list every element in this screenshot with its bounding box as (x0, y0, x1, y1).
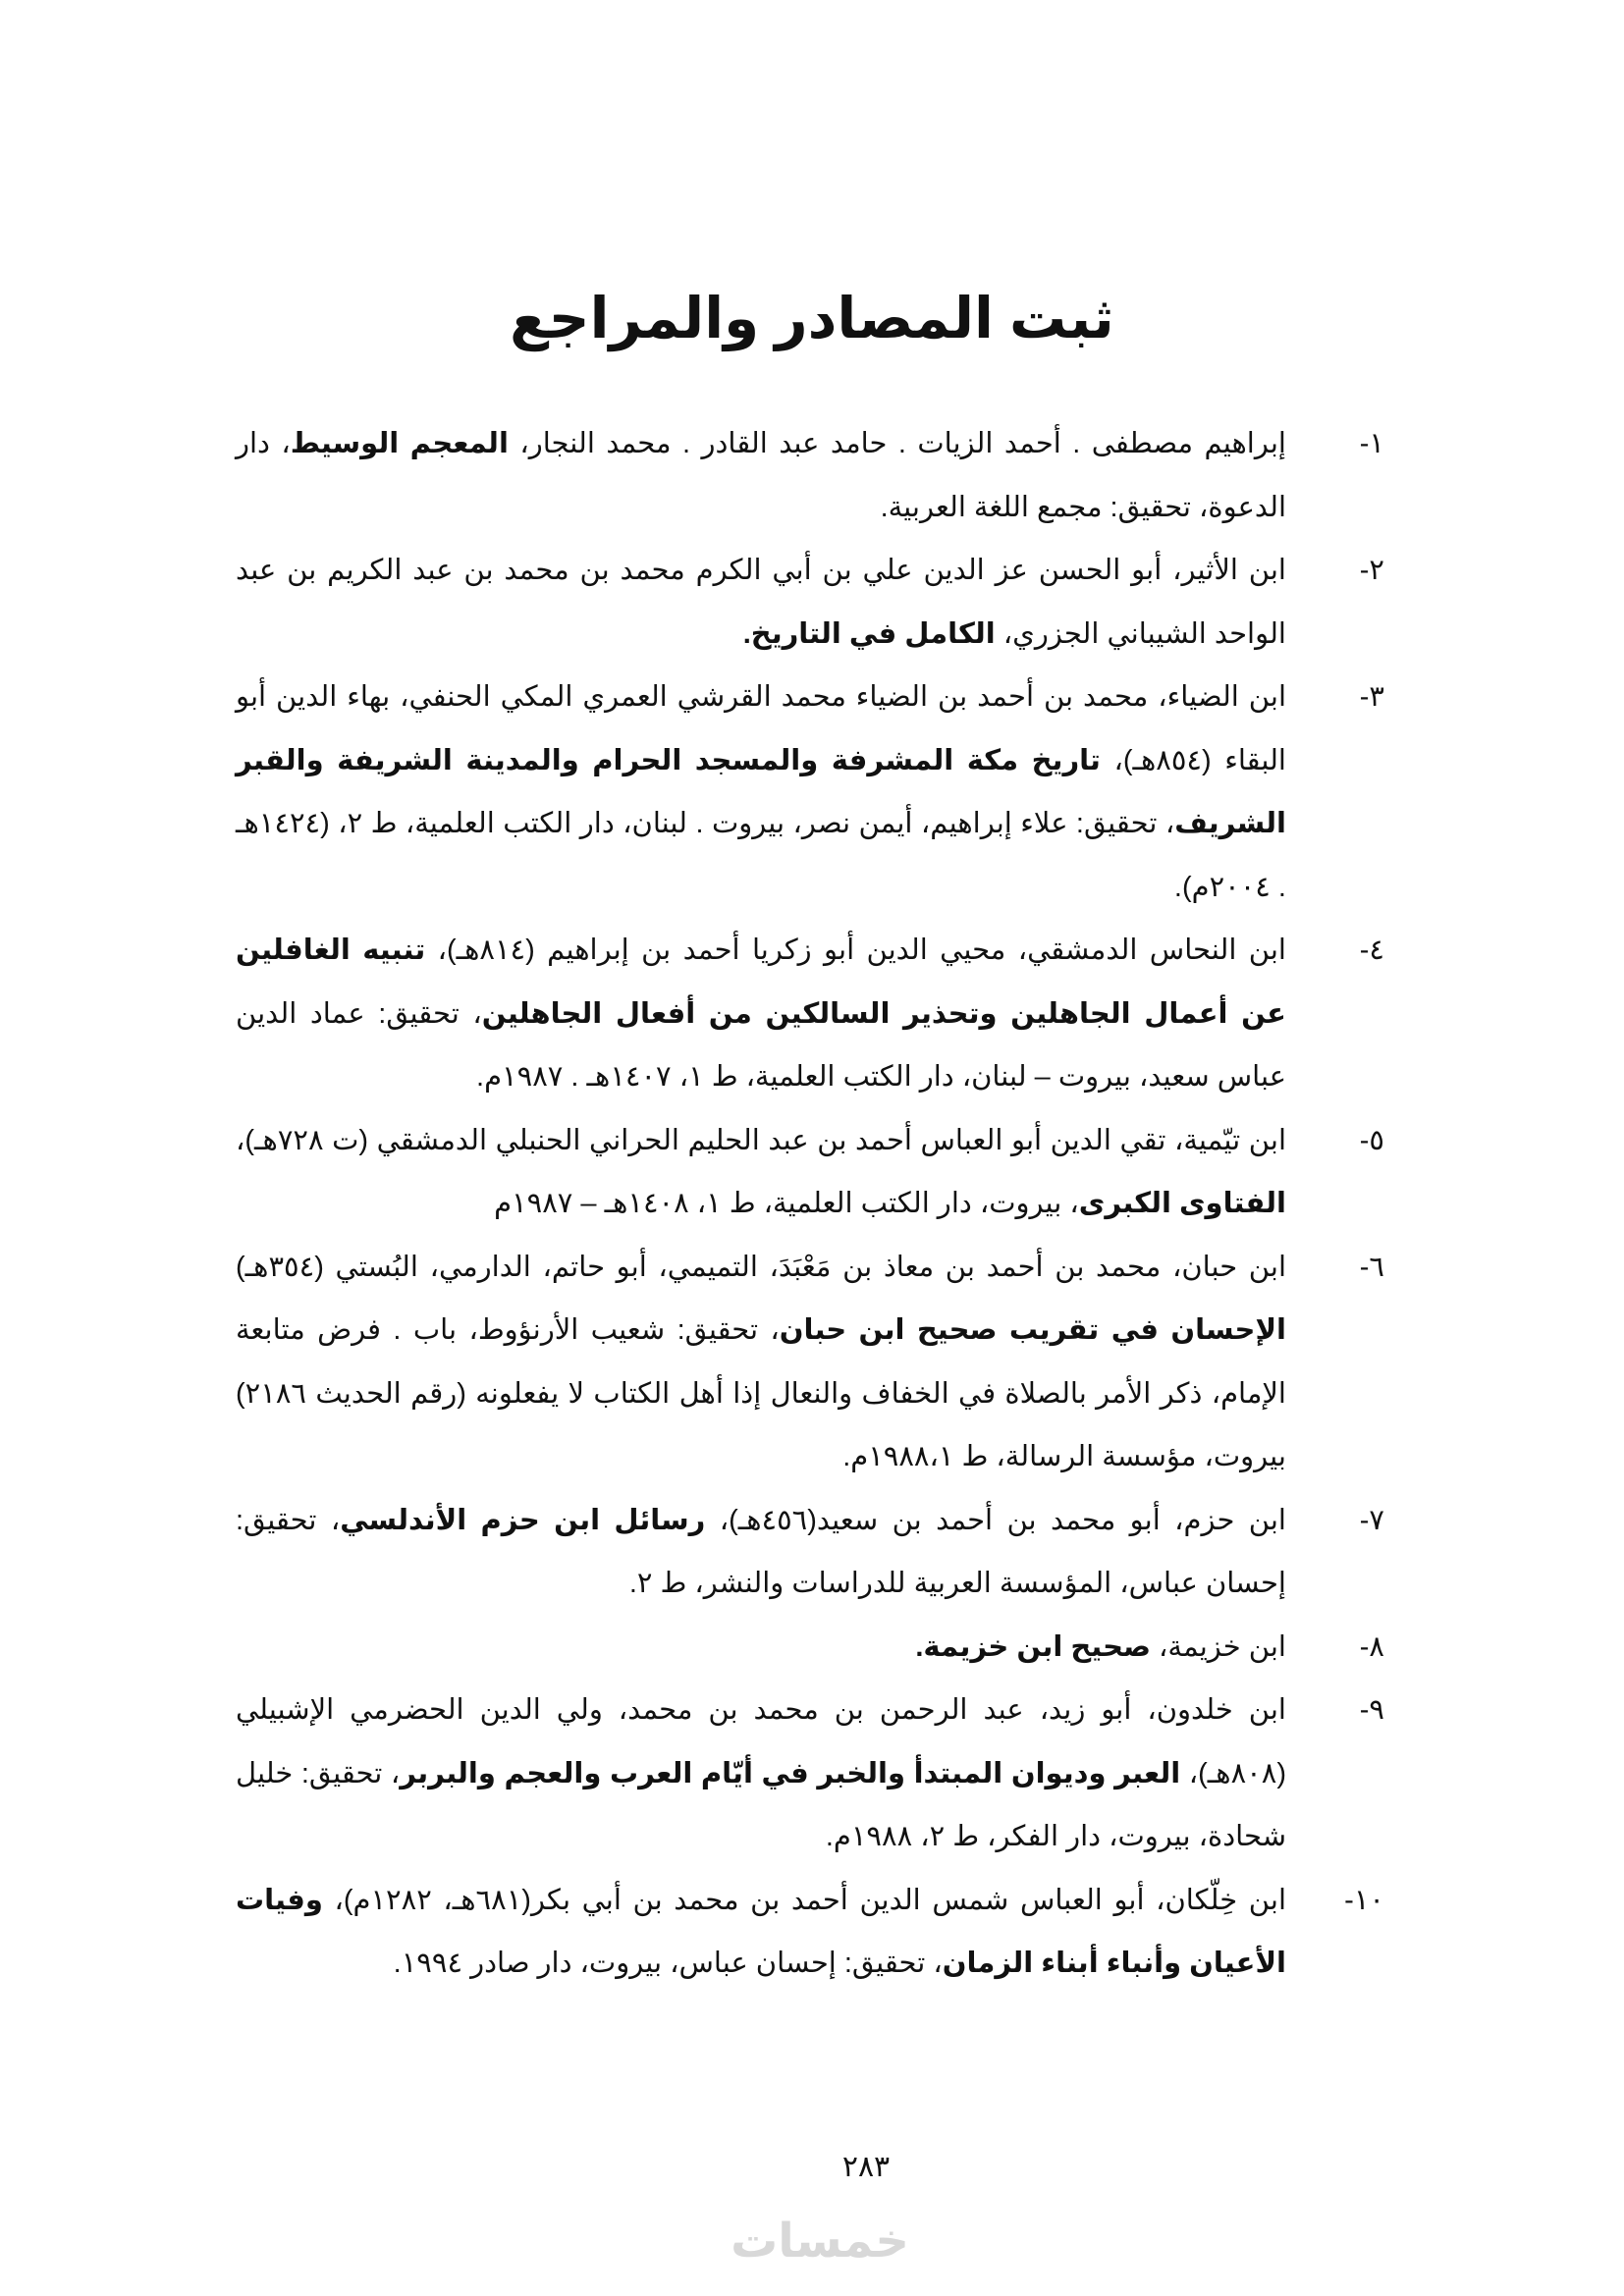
reference-entry (236, 1236, 1384, 1489)
reference-text: ، تحقيق: علاء إبراهيم، أيمن نصر، بيروت . لبنان، دار الكتب العلمية، ط ٢، (١٤٢٤هـ . ٢٠٠٤م). (236, 808, 1286, 903)
reference-text: ابن حبان، محمد بن أحمد بن معاذ بن مَعْبَدَ، التميمي، أبو حاتم، الدارمي، البُستي (٣٥٤هـ) (236, 1251, 1286, 1283)
reference-title: تاريخ مكة المشرفة والمسجد الحرام والمدينة الشريفة والقبر الشريف (236, 744, 1286, 839)
reference-text: ، دار الدعوة، تحقيق: مجمع اللغة العربية. (236, 428, 1286, 523)
reference-title: الفتاوى الكبرى (1078, 1188, 1286, 1219)
reference-entry (236, 412, 1384, 539)
reference-text: ابن النحاس الدمشقي، محيي الدين أبو زكريا أحمد بن إبراهيم (٨١٤هـ)، (425, 934, 1286, 966)
reference-entry (236, 1616, 1384, 1680)
reference-number: ٩- (1359, 1694, 1384, 1726)
reference-number: ٥- (1359, 1124, 1384, 1156)
reference-text: ، تحقيق: خليل شحادة، بيروت، دار الفكر، ط ٢، ١٩٨٨م. (236, 1757, 1286, 1852)
reference-text: ، تحقيق: عماد الدين عباس سعيد، بيروت – لبنان، دار الكتب العلمية، ط ١، ١٤٠٧هـ . ١٩٨٧م. (236, 997, 1286, 1093)
reference-entry (236, 1679, 1384, 1869)
reference-text: ، تحقيق: شعيب الأرنؤوط، باب . فرض متابعة الإمام، ذكر الأمر بالصلاة في الخفاف والنعال إذا أهل الكتاب لا يفعلونه (رقم الحديث ٢١٨٦) بيروت، مؤسسة الرسالة، ط ١٩٨٨،١م. (236, 1314, 1286, 1472)
reference-text: ابن خلدون، أبو زيد، عبد الرحمن بن محمد بن محمد، ولي الدين الحضرمي الإشبيلي (٨٠٨هـ)، (236, 1694, 1286, 1789)
reference-title: وفيات الأعيان وأنباء أبناء الزمان (236, 1884, 1286, 1979)
reference-number: ٢- (1359, 555, 1384, 586)
reference-text: ابن حزم، أبو محمد بن أحمد بن سعيد(٤٥٦هـ)، (705, 1504, 1286, 1536)
reference-entry (236, 666, 1384, 919)
reference-number: ٤- (1359, 934, 1384, 966)
reference-text: ابن تيّمية، تقي الدين أبو العباس أحمد بن عبد الحليم الحراني الحنبلي الدمشقي (ت ٧٢٨هـ)، (236, 1124, 1286, 1156)
reference-entry (236, 1869, 1384, 1996)
reference-entry (236, 1489, 1384, 1616)
page-number: ٢٨٣ (841, 2151, 891, 2183)
reference-text: ، تحقيق: إحسان عباس، المؤسسة العربية للدراسات والنشر، ط ٢. (236, 1504, 1286, 1599)
reference-title: رسائل ابن حزم الأندلسي (340, 1504, 706, 1536)
reference-title: صحيح ابن خزيمة. (915, 1630, 1151, 1663)
reference-number: ٧- (1359, 1504, 1384, 1536)
reference-text: ، بيروت، دار الكتب العلمية، ط ١، ١٤٠٨هـ – ١٩٨٧م (494, 1188, 1079, 1219)
reference-text: إبراهيم مصطفى . أحمد الزيات . حامد عبد القادر . محمد النجار، (508, 428, 1286, 459)
page-title: ثبت المصادر والمراجع (510, 287, 1114, 350)
reference-text: ابن خزيمة، (1151, 1630, 1286, 1663)
reference-text: ابن خِلّكان، أبو العباس شمس الدين أحمد بن محمد بن أبي بكر(٦٨١هـ، ١٢٨٢م)، (322, 1884, 1286, 1916)
reference-title: تنبيه الغافلين عن أعمال الجاهلين وتحذير السالكين من أفعال الجاهلين (236, 934, 1286, 1030)
reference-title: الكامل في التاريخ. (742, 617, 996, 650)
reference-title: العبر وديوان المبتدأ والخبر في أيّام العرب والعجم والبربر (400, 1757, 1181, 1789)
reference-number: ٨- (1359, 1630, 1384, 1663)
reference-text: ابن الضياء، محمد بن أحمد بن الضياء محمد القرشي العمري المكي الحنفي، بهاء الدين أبو البقاء (٨٥٤هـ)، (236, 681, 1286, 776)
reference-title: المعجم الوسيط (290, 428, 509, 459)
reference-entry (236, 539, 1384, 666)
references-list (236, 412, 1384, 1996)
watermark-logo: خمسات (731, 2216, 909, 2268)
reference-title: الإحسان في تقريب صحيح ابن حبان (779, 1314, 1286, 1346)
reference-text: ، تحقيق: إحسان عباس، بيروت، دار صادر ١٩٩٤. (393, 1948, 943, 1979)
reference-number: ٣- (1359, 681, 1384, 713)
reference-entry (236, 1109, 1384, 1236)
reference-entry (236, 919, 1384, 1109)
reference-number: ٦- (1359, 1251, 1384, 1283)
reference-number: ١٠- (1344, 1884, 1384, 1916)
reference-number: ١- (1359, 428, 1384, 459)
reference-text: ابن الأثير، أبو الحسن عز الدين علي بن أبي الكرم محمد بن محمد بن عبد الكريم بن عبد الواحد الشيباني الجزري، (236, 555, 1286, 650)
